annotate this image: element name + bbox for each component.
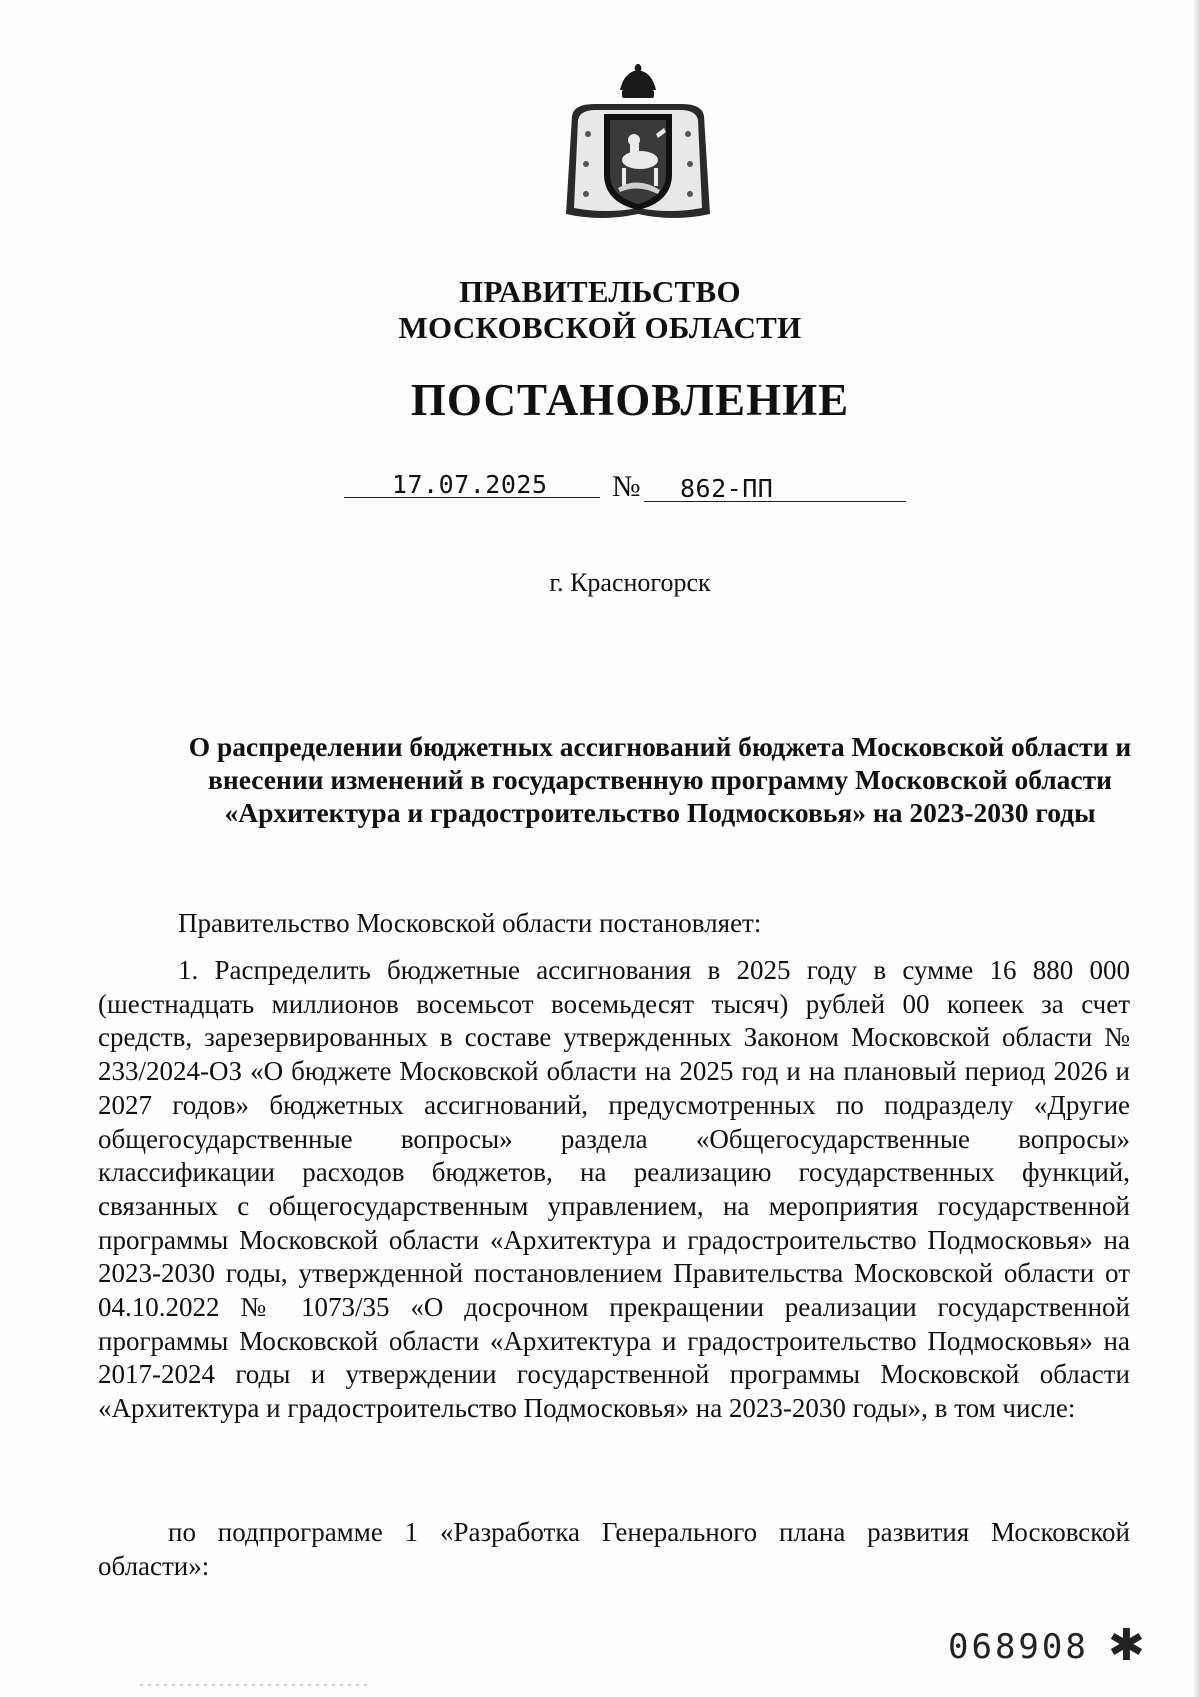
- document-type: ПОСТАНОВЛЕНИЕ: [410, 375, 850, 425]
- subprogram-line: по подпрограмме 1 «Разработка Генерального плана развития Московской области»:: [98, 1517, 1130, 1581]
- intro-line: Правительство Московской области постановляет:: [178, 908, 762, 938]
- document-number: 862-ПП: [680, 474, 774, 503]
- serial-number: 068908: [948, 1627, 1089, 1667]
- document-title: О распределении бюджетных ассигнований бюджета Московской области и внесении изменений в государственную программу Московской области «Архитектура и градостроительство Подмосковья» на 2023-2030 годы: [188, 731, 1132, 828]
- organization-name-line2: МОСКОВСКОЙ ОБЛАСТИ: [398, 310, 802, 345]
- coat-of-arms-icon: [564, 64, 712, 222]
- organization-name-line1: ПРАВИТЕЛЬСТВО: [459, 274, 741, 309]
- number-sign: №: [612, 470, 641, 503]
- document-date: 17.07.2025: [392, 470, 548, 499]
- city: г. Красногорск: [549, 568, 711, 597]
- scan-edge: [1194, 0, 1200, 1697]
- paragraph-1: 1. Распределить бюджетные ассигнования в 2025 году в сумме 16 880 000 (шестнадцать миллионов восемьсот восемьдесят тысяч) рублей 00 копеек за счет средств, зарезервированных в составе утвержденных Законом Московской области № 233/2024-ОЗ «О бюджете Московской области на 2025 год и на плановый период 2026 и 2027 годов» бюджетных ассигнований, предусмотренных по подразделу «Другие общегосударственные вопросы» раздела «Общегосударственные вопросы» классификации расходов бюджетов, на реализацию государственных функций, связанных с общегосударственным управлением, на мероприятия государственной программы Московской области «Архитектура и градостроительство Подмосковья» на 2023-2030 годы, утвержденной постановлением Правительства Московской области от 04.10.2022 № 1073/35 «О досрочном прекращении реализации государственной программы Московской области «Архитектура и градостроительство Подмосковья» на 2017-2024 годы и утверждении государственной программы Московской области «Архитектура и градостроительство Подмосковья» на 2023-2030 годы», в том числе:: [98, 955, 1130, 1424]
- asterisk-mark: ✱: [1108, 1620, 1145, 1671]
- footer-dotted-line: [140, 1684, 370, 1686]
